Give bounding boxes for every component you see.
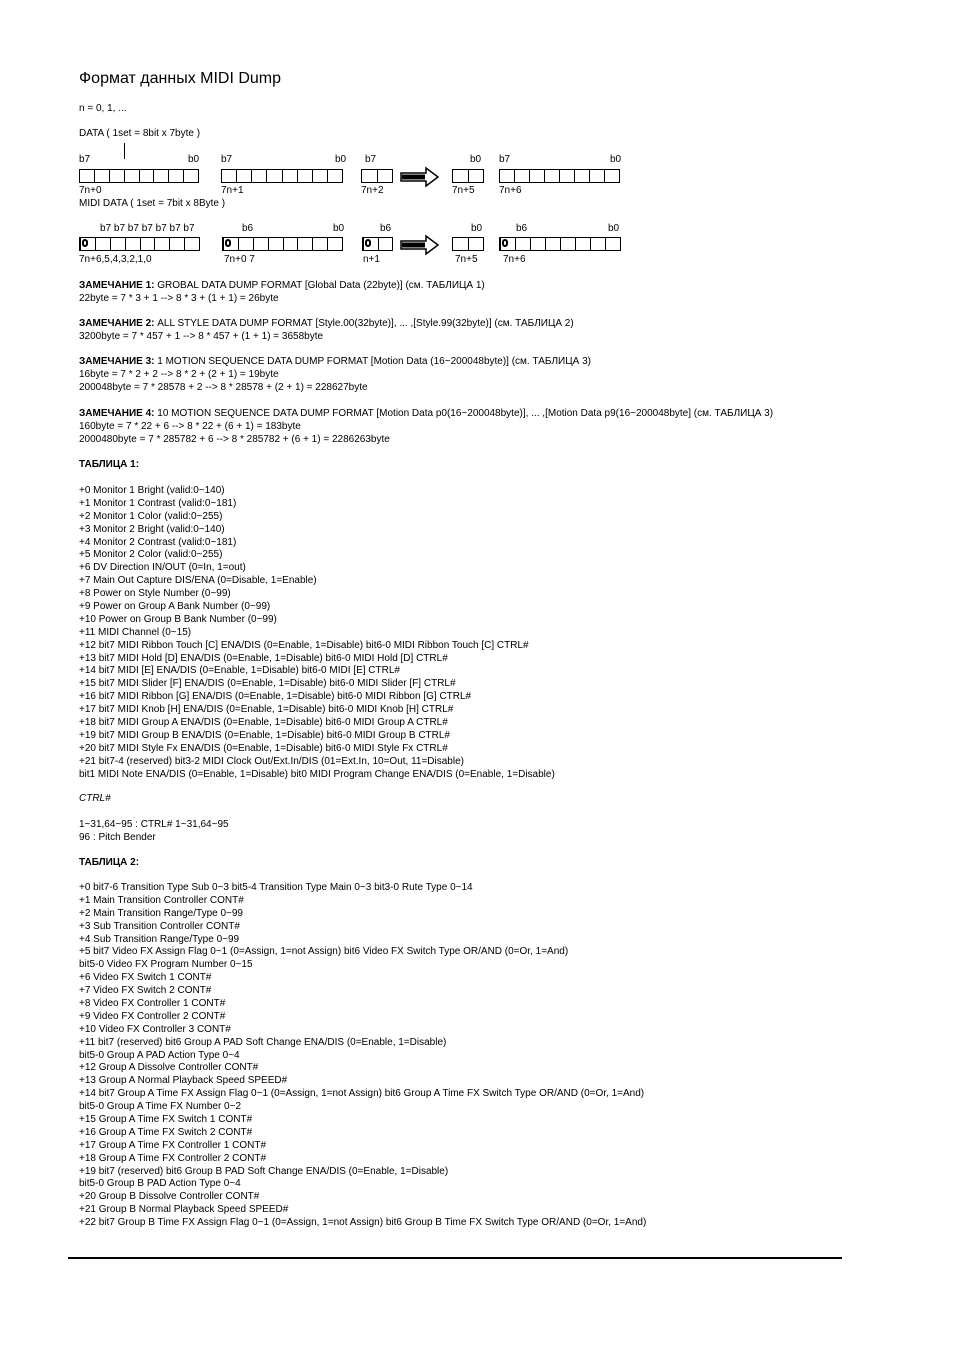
- table2-rows: [79, 882, 646, 1230]
- note-4: [79, 408, 773, 447]
- table-row: +17 bit7 MIDI Knob [H] ENA/DIS (0=Enable, 1=Disable) bit6-0 MIDI Knob [H] CTRL#: [79, 704, 454, 716]
- table1-heading: ТАБЛИЦА 1:: [79, 459, 140, 470]
- bit-label: b7 b7 b7 b7 b7 b7 b7: [100, 223, 195, 234]
- midi-byte-cells: [362, 237, 393, 251]
- table-row: +2 Monitor 1 Color (valid:0~255): [79, 510, 223, 522]
- table-row: +9 Video FX Controller 2 CONT#: [79, 1010, 226, 1022]
- ctrl-heading: CTRL#: [79, 793, 111, 804]
- table-row: +13 Group A Normal Playback Speed SPEED#: [79, 1075, 288, 1087]
- note-line: 200048byte = 7 * 28578 + 2 --> 8 * 28578 + (2 + 1) = 228627byte: [79, 381, 368, 393]
- table-row: +16 bit7 MIDI Ribbon [G] ENA/DIS (0=Enable, 1=Disable) bit6-0 MIDI Ribbon [G] CTRL#: [79, 691, 472, 703]
- table-row: +10 Video FX Controller 3 CONT#: [79, 1023, 231, 1035]
- bit-label: b0: [471, 223, 483, 234]
- byte-cells: [221, 169, 343, 183]
- table-row: +14 bit7 Group A Time FX Assign Flag 0~1 (0=Assign, 1=not Assign) bit6 Group A Time FX Switch Type OR/AND (0=Or, 1=And): [79, 1088, 645, 1100]
- bit-label: b0: [333, 223, 345, 234]
- table-row: +5 bit7 Video FX Assign Flag 0~1 (0=Assign, 1=not Assign) bit6 Video FX Switch Type OR/AND (0=Or, 1=And): [79, 946, 569, 958]
- note-head: ЗАМЕЧАНИЕ 3:: [79, 356, 155, 367]
- note-line: 22byte = 7 * 3 + 1 --> 8 * 3 + (1 + 1) = 26byte: [79, 292, 279, 304]
- note-head: ЗАМЕЧАНИЕ 2:: [79, 318, 155, 329]
- table-row: +14 bit7 MIDI [E] ENA/DIS (0=Enable, 1=Disable) bit6-0 MIDI [E] CTRL#: [79, 665, 400, 677]
- table-row: +4 Monitor 2 Contrast (valid:0~181): [79, 536, 237, 548]
- byte-index-label: 7n+5: [455, 254, 478, 265]
- table-row: +21 bit7-4 (reserved) bit3-2 MIDI Clock Out/Ext.In/DIS (01=Ext.In, 10=Out, 11=Disable): [79, 755, 464, 767]
- byte-index-label: 7n+6: [503, 254, 526, 265]
- arrow-right-icon: [400, 234, 440, 256]
- table-row: +9 Power on Group A Bank Number (0~99): [79, 601, 271, 613]
- bit-label: b6: [516, 223, 528, 234]
- table-row: bit5-0 Group A Time FX Number 0~2: [79, 1101, 242, 1113]
- note-line: 3200byte = 7 * 457 + 1 --> 8 * 457 + (1 + 1) = 3658byte: [79, 330, 324, 342]
- table-row: +12 Group A Dissolve Controller CONT#: [79, 1062, 259, 1074]
- bit-label: b7: [79, 154, 91, 165]
- note-line: 2000480byte = 7 * 285782 + 6 --> 8 * 285782 + (6 + 1) = 2286263byte: [79, 433, 390, 445]
- bit-label: b0: [470, 154, 482, 165]
- note-text: 1 MOTION SEQUENCE DATA DUMP FORMAT [Motion Data (16~200048byte)] (см. ТАБЛИЦА 3): [154, 356, 591, 367]
- data-label: DATA ( 1set = 8bit x 7byte ): [79, 128, 201, 139]
- note-2: [79, 318, 574, 344]
- table-row: bit1 MIDI Note ENA/DIS (0=Enable, 1=Disable) bit0 MIDI Program Change ENA/DIS (0=Enable, 1=Disable): [79, 768, 555, 780]
- table-row: +11 MIDI Channel (0~15): [79, 626, 192, 638]
- table-row: +2 Main Transition Range/Type 0~99: [79, 907, 243, 919]
- table-row: +22 bit7 Group B Time FX Assign Flag 0~1 (0=Assign, 1=not Assign) bit6 Group B Time FX Switch Type OR/AND (0=Or, 1=And): [79, 1217, 647, 1229]
- table-row: +7 Main Out Capture DIS/ENA (0=Disable, 1=Enable): [79, 575, 317, 587]
- bit-label: b0: [188, 154, 200, 165]
- table-row: +7 Video FX Switch 2 CONT#: [79, 985, 212, 997]
- bit-label: b0: [335, 154, 347, 165]
- table-row: +0 Monitor 1 Bright (valid:0~140): [79, 485, 225, 496]
- table-row: +18 bit7 MIDI Group A ENA/DIS (0=Enable, 1=Disable) bit6-0 MIDI Group A CTRL#: [79, 717, 448, 729]
- midi-data-label: MIDI DATA ( 1set = 7bit x 8Byte ): [79, 198, 226, 209]
- byte-index-label: 7n+0 7: [224, 254, 255, 265]
- table-row: +6 DV Direction IN/OUT (0=In, 1=out): [79, 562, 246, 574]
- midi-byte-cells: [79, 237, 200, 251]
- table-row: +12 bit7 MIDI Ribbon Touch [C] ENA/DIS (0=Enable, 1=Disable) bit6-0 MIDI Ribbon Touch [C] CTRL#: [79, 639, 529, 651]
- table-row: +1 Main Transition Controller CONT#: [79, 894, 244, 906]
- note-text: ALL STYLE DATA DUMP FORMAT [Style.00(32byte)], ... ,[Style.99(32byte)] (см. ТАБЛИЦА 2): [154, 318, 574, 329]
- ctrl-rows: [79, 819, 229, 845]
- bit-label: b0: [608, 223, 620, 234]
- table-row: +15 Group A Time FX Switch 1 CONT#: [79, 1114, 253, 1126]
- bit-label: b0: [610, 154, 622, 165]
- table1-rows: [79, 485, 555, 781]
- table-row: bit5-0 Video FX Program Number 0~15: [79, 959, 253, 971]
- bit-label: b7: [499, 154, 511, 165]
- table-row: +21 Group B Normal Playback Speed SPEED#: [79, 1204, 289, 1216]
- byte-cells: [361, 169, 393, 183]
- byte-index-label: 7n+6,5,4,3,2,1,0: [79, 254, 152, 265]
- n-definition: n = 0, 1, ...: [79, 103, 127, 114]
- table-row: +13 bit7 MIDI Hold [D] ENA/DIS (0=Enable, 1=Disable) bit6-0 MIDI Hold [D] CTRL#: [79, 652, 448, 664]
- note-line: 16byte = 7 * 2 + 2 --> 8 * 2 + (2 + 1) = 19byte: [79, 368, 279, 380]
- byte-cells: [79, 169, 199, 183]
- byte-index-label: n+1: [363, 254, 380, 265]
- bit-label: b7: [221, 154, 233, 165]
- midi-byte-cells: [499, 237, 621, 251]
- byte-cells: [499, 169, 620, 183]
- table-row: +19 bit7 (reserved) bit6 Group B PAD Soft Change ENA/DIS (0=Enable, 1=Disable): [79, 1165, 449, 1177]
- note-text: GROBAL DATA DUMP FORMAT [Global Data (22byte)] (см. ТАБЛИЦА 1): [154, 280, 485, 291]
- marker-tick: [124, 143, 125, 159]
- arrow-right-icon: [400, 166, 440, 188]
- table-row: +15 bit7 MIDI Slider [F] ENA/DIS (0=Enable, 1=Disable) bit6-0 MIDI Slider [F] CTRL#: [79, 678, 456, 690]
- bit-label: b6: [242, 223, 254, 234]
- table-row: +8 Power on Style Number (0~99): [79, 588, 231, 600]
- table-row: +19 bit7 MIDI Group B ENA/DIS (0=Enable, 1=Disable) bit6-0 MIDI Group B CTRL#: [79, 729, 450, 741]
- bit-label: b6: [380, 223, 392, 234]
- midi-byte-cells: [222, 237, 343, 251]
- table-row: bit5-0 Group B PAD Action Type 0~4: [79, 1178, 241, 1190]
- note-head: ЗАМЕЧАНИЕ 4:: [79, 408, 155, 419]
- note-3: [79, 356, 591, 395]
- note-text: 10 MOTION SEQUENCE DATA DUMP FORMAT [Motion Data p0(16~200048byte)], ... ,[Motion Data p9(16~200048byte] (см. ТАБЛИЦА 3): [154, 408, 774, 419]
- table-row: +16 Group A Time FX Switch 2 CONT#: [79, 1126, 253, 1138]
- table-row: +6 Video FX Switch 1 CONT#: [79, 972, 212, 984]
- note-line: 160byte = 7 * 22 + 6 --> 8 * 22 + (6 + 1) = 183byte: [79, 420, 301, 432]
- table2-heading: ТАБЛИЦА 2:: [79, 857, 140, 868]
- byte-index-label: 7n+0: [79, 185, 102, 196]
- table-row: +0 bit7-6 Transition Type Sub 0~3 bit5-4 Transition Type Main 0~3 bit3-0 Rute Type 0~14: [79, 882, 473, 893]
- footer-rule: [68, 1257, 842, 1259]
- table-row: +5 Monitor 2 Color (valid:0~255): [79, 549, 223, 561]
- page-title: Формат данных MIDI Dump: [79, 70, 282, 87]
- byte-index-label: 7n+1: [221, 185, 244, 196]
- table-row: +18 Group A Time FX Controller 2 CONT#: [79, 1152, 267, 1164]
- table-row: 1~31,64~95 : CTRL# 1~31,64~95: [79, 819, 229, 830]
- table-row: +17 Group A Time FX Controller 1 CONT#: [79, 1139, 267, 1151]
- byte-index-label: 7n+6: [499, 185, 522, 196]
- table-row: +10 Power on Group B Bank Number (0~99): [79, 613, 277, 625]
- byte-index-label: 7n+5: [452, 185, 475, 196]
- byte-cells: [452, 169, 484, 183]
- bit-label: b7: [365, 154, 377, 165]
- note-head: ЗАМЕЧАНИЕ 1:: [79, 280, 155, 291]
- byte-index-label: 7n+2: [361, 185, 384, 196]
- table-row: 96 : Pitch Bender: [79, 831, 156, 843]
- byte-cells: [452, 237, 484, 251]
- table-row: +20 bit7 MIDI Style Fx ENA/DIS (0=Enable, 1=Disable) bit6-0 MIDI Style Fx CTRL#: [79, 742, 448, 754]
- table-row: bit5-0 Group A PAD Action Type 0~4: [79, 1049, 240, 1061]
- table-row: +1 Monitor 1 Contrast (valid:0~181): [79, 497, 237, 509]
- table-row: +4 Sub Transition Range/Type 0~99: [79, 933, 240, 945]
- table-row: +3 Sub Transition Controller CONT#: [79, 920, 240, 932]
- table-row: +3 Monitor 2 Bright (valid:0~140): [79, 523, 225, 535]
- note-1: [79, 280, 485, 306]
- table-row: +20 Group B Dissolve Controller CONT#: [79, 1191, 260, 1203]
- table-row: +11 bit7 (reserved) bit6 Group A PAD Soft Change ENA/DIS (0=Enable, 1=Disable): [79, 1036, 447, 1048]
- table-row: +8 Video FX Controller 1 CONT#: [79, 998, 226, 1010]
